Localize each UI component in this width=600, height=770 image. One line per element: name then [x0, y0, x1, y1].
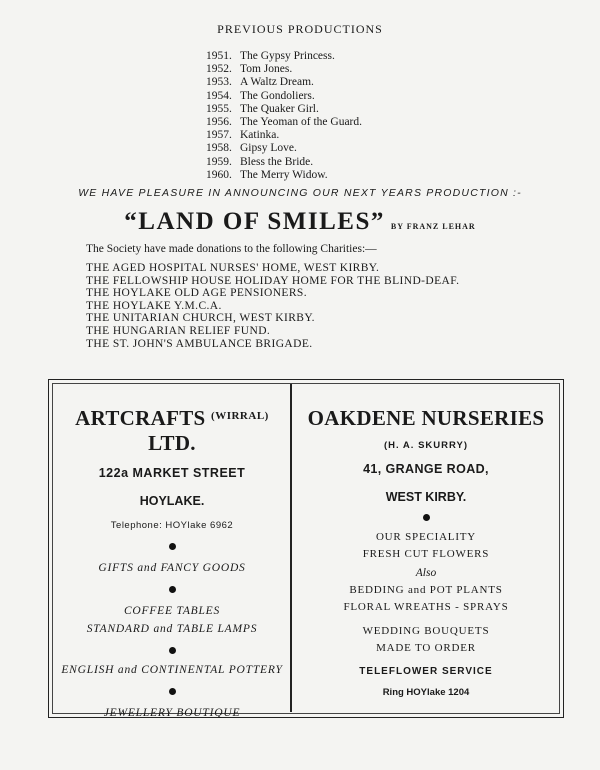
production-item [206, 50, 362, 63]
production-title: Gipsy Love. [240, 142, 297, 155]
bullet-icon [169, 543, 176, 550]
artcrafts-name-wirral: (WIRRAL) [211, 410, 269, 422]
oakdene-ring: Ring HOYlake 1204 [382, 687, 470, 698]
charity-item: THE AGED HOSPITAL NURSES' HOME, WEST KIRBY. [86, 262, 380, 274]
oakdene-bedding: BEDDING and POT PLANTS [349, 584, 503, 596]
production-year: 1960. [206, 168, 232, 181]
production-item [206, 142, 362, 155]
oakdene-also: Also [415, 567, 437, 579]
artcrafts-line-jewellery: JEWELLERY BOUTIQUE [103, 707, 241, 719]
production-year: 1955. [206, 102, 232, 115]
charity-item: THE ST. JOHN'S AMBULANCE BRIGADE. [86, 337, 313, 350]
production-title: The Yeoman of the Guard. [240, 116, 363, 129]
oakdene-name: OAKDENE NURSERIES [307, 406, 545, 430]
production-title: The Merry Widow. [240, 168, 328, 181]
charities-intro: The Society have made donations to the following Charities:— [86, 243, 377, 255]
production-item [206, 63, 362, 76]
production-item [206, 169, 362, 182]
show-title: “LAND OF SMILES” [124, 208, 385, 235]
oakdene-town: WEST KIRBY. [385, 490, 467, 504]
artcrafts-town: HOYLAKE. [139, 494, 205, 508]
charity-item: THE UNITARIAN CHURCH, WEST KIRBY. [86, 312, 315, 325]
artcrafts-line-gifts: GIFTS and FANCY GOODS [98, 562, 246, 574]
advertisements-divider [290, 384, 292, 712]
production-year: 1951. [206, 50, 232, 62]
bullet-icon [169, 647, 176, 654]
production-item [206, 90, 362, 103]
artcrafts-street: 122a MARKET STREET [98, 466, 246, 480]
artcrafts-advert [56, 392, 288, 719]
production-title: A Waltz Dream. [240, 76, 314, 89]
bullet-icon [169, 688, 176, 695]
production-year: 1954. [206, 89, 232, 102]
oakdene-wreaths: FLORAL WREATHS - SPRAYS [343, 601, 509, 613]
production-title: Tom Jones. [240, 63, 293, 76]
production-title: Katinka. [240, 129, 280, 142]
artcrafts-line-pottery: ENGLISH and CONTINENTAL POTTERY [61, 664, 283, 676]
oakdene-advert [296, 392, 556, 698]
composer-credit: BY FRANZ LEHAR [390, 222, 476, 231]
production-year: 1957. [206, 129, 232, 142]
artcrafts-name [56, 406, 288, 456]
charity-item: THE FELLOWSHIP HOUSE HOLIDAY HOME FOR THE BLIND-DEAF. [86, 274, 460, 287]
production-title: The Quaker Girl. [240, 102, 319, 115]
artcrafts-line-coffee: COFFEE TABLES [123, 605, 221, 617]
production-year: 1959. [206, 155, 232, 168]
previous-productions-heading: PREVIOUS PRODUCTIONS [217, 22, 383, 36]
bullet-icon [423, 514, 430, 521]
production-year: 1953. [206, 76, 232, 89]
artcrafts-phone: Telephone: HOYlake 6962 [110, 520, 234, 531]
bullet-icon [169, 586, 176, 593]
oakdene-teleflower: TELEFLOWER SERVICE [359, 666, 493, 677]
oakdene-speciality: OUR SPECIALITY [375, 531, 477, 543]
charity-item: THE HOYLAKE Y.M.C.A. [86, 299, 222, 312]
next-production [0, 208, 600, 236]
charity-item: THE HUNGARIAN RELIEF FUND. [86, 324, 271, 337]
production-item [206, 116, 362, 129]
productions-list [206, 50, 362, 182]
artcrafts-name-main: ARTCRAFTS [75, 406, 206, 430]
production-year: 1952. [206, 63, 232, 76]
production-title: The Gondoliers. [240, 89, 315, 102]
production-title: Bless the Bride. [240, 155, 314, 168]
production-item [206, 103, 362, 116]
charity-item: THE HOYLAKE OLD AGE PENSIONERS. [86, 287, 307, 300]
oakdene-wedding: WEDDING BOUQUETS [362, 625, 490, 637]
announcement-text: WE HAVE PLEASURE IN ANNOUNCING OUR NEXT YEARS PRODUCTION :- [78, 187, 522, 199]
oakdene-owner: (H. A. SKURRY) [383, 440, 469, 451]
production-item [206, 156, 362, 169]
charities-list [86, 262, 459, 350]
oakdene-flowers: FRESH CUT FLOWERS [362, 548, 490, 560]
production-year: 1958. [206, 142, 232, 155]
production-item [206, 129, 362, 142]
oakdene-made-to-order: MADE TO ORDER [376, 642, 476, 654]
artcrafts-name-ltd: LTD. [148, 431, 196, 455]
production-item [206, 76, 362, 89]
artcrafts-line-lamps: STANDARD and TABLE LAMPS [86, 623, 258, 635]
production-year: 1956. [206, 116, 232, 129]
production-title: The Gypsy Princess. [240, 50, 335, 62]
oakdene-street: 41, GRANGE ROAD, [363, 462, 489, 476]
